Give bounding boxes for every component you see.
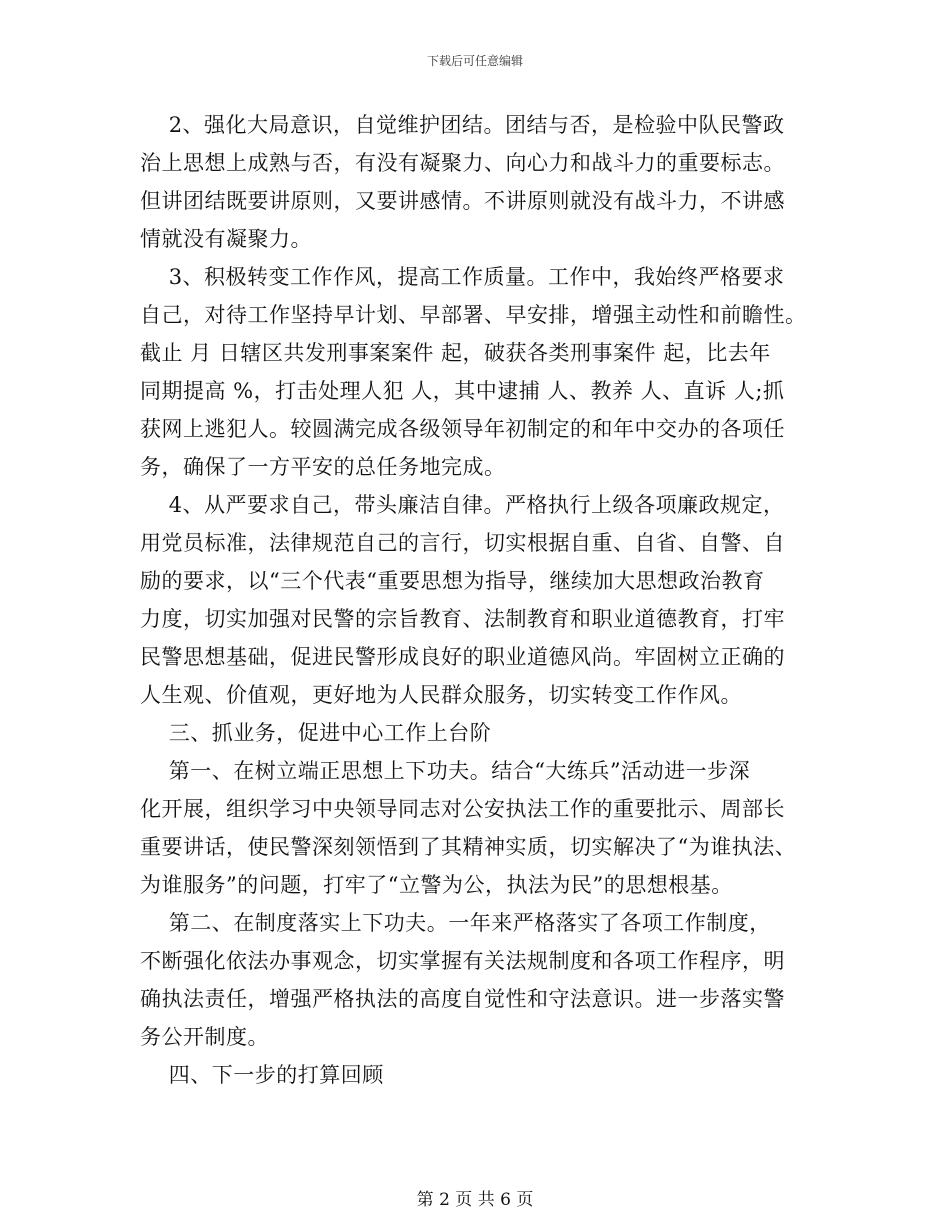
text-line: 获网上逃犯人。较圆满完成各级领导年初制定的和年中交办的各项任 [140, 417, 785, 441]
text-line: 截止 月 日辖区共发刑事案案件 起，破获各类刑事案件 起，比去年 [140, 341, 771, 365]
page-number: 第 2 页 共 6 页 [416, 1190, 534, 1210]
paragraph-second [140, 904, 810, 1056]
text-line: 确执法责任，增强严格执法的高度自觉性和守法意识。进一步落实警 [140, 987, 785, 1011]
text-line: 同期提高 %，打击处理人犯 人，其中逮捕 人、教养 人、直诉 人;抓 [140, 379, 785, 403]
text-line: 务公开制度。 [140, 1025, 269, 1049]
text-line: 2、强化大局意识，自觉维护团结。团结与否，是检验中队民警政 [140, 113, 785, 137]
page-header: 下载后可任意编辑 [426, 54, 523, 68]
document-body [140, 106, 810, 1094]
text-line: 但讲团结既要讲原则，又要讲感情。不讲原则就没有战斗力，不讲感 [140, 189, 785, 213]
text-line: 为谁服务”的问题，打牢了“立警为公，执法为民”的思想根基。 [140, 873, 733, 897]
paragraph-4 [140, 486, 810, 714]
paragraph-first [140, 752, 810, 904]
text-line: 务，确保了一方平安的总任务地完成。 [140, 455, 506, 479]
text-line: 第一、在树立端正思想上下功夫。结合“大练兵”活动进一步深 [140, 759, 751, 783]
text-line: 情就没有凝聚力。 [140, 227, 312, 251]
text-line: 力度，切实加强对民警的宗旨教育、法制教育和职业道德教育，打牢 [140, 607, 785, 631]
text-line: 治上思想上成熟与否，有没有凝聚力、向心力和战斗力的重要标志。 [140, 151, 785, 175]
text-line: 三、抓业务，促进中心工作上台阶 [140, 721, 492, 745]
text-line: 民警思想基础，促进民警形成良好的职业道德风尚。牢固树立正确的 [140, 645, 785, 669]
paragraph-2 [140, 106, 810, 258]
text-line: 励的要求，以“三个代表“重要思想为指导，继续加大思想政治教育 [140, 569, 765, 593]
section-heading-3 [140, 714, 810, 752]
text-line: 第二、在制度落实上下功夫。一年来严格落实了各项工作制度， [140, 911, 771, 935]
text-line: 3、积极转变工作作风，提高工作质量。工作中，我始终严格要求 [140, 265, 785, 289]
text-line: 四、下一步的打算回顾 [140, 1063, 384, 1087]
text-line: 用党员标准，法律规范自己的言行，切实根据自重、自省、自警、自 [140, 531, 785, 555]
paragraph-3 [140, 258, 810, 486]
text-line: 自己，对待工作坚持早计划、早部署、早安排，增强主动性和前瞻性。 [140, 303, 807, 327]
text-line: 人生观、价值观，更好地为人民群众服务，切实转变工作作风。 [140, 683, 742, 707]
text-line: 不断强化依法办事观念，切实掌握有关法规制度和各项工作程序，明 [140, 949, 785, 973]
text-line: 化开展，组织学习中央领导同志对公安执法工作的重要批示、周部长 [140, 797, 785, 821]
text-line: 重要讲话，使民警深刻领悟到了其精神实质，切实解决了“为谁执法、 [140, 835, 797, 859]
text-line: 4、从严要求自己，带头廉洁自律。严格执行上级各项廉政规定， [140, 493, 785, 517]
section-heading-4 [140, 1056, 810, 1094]
